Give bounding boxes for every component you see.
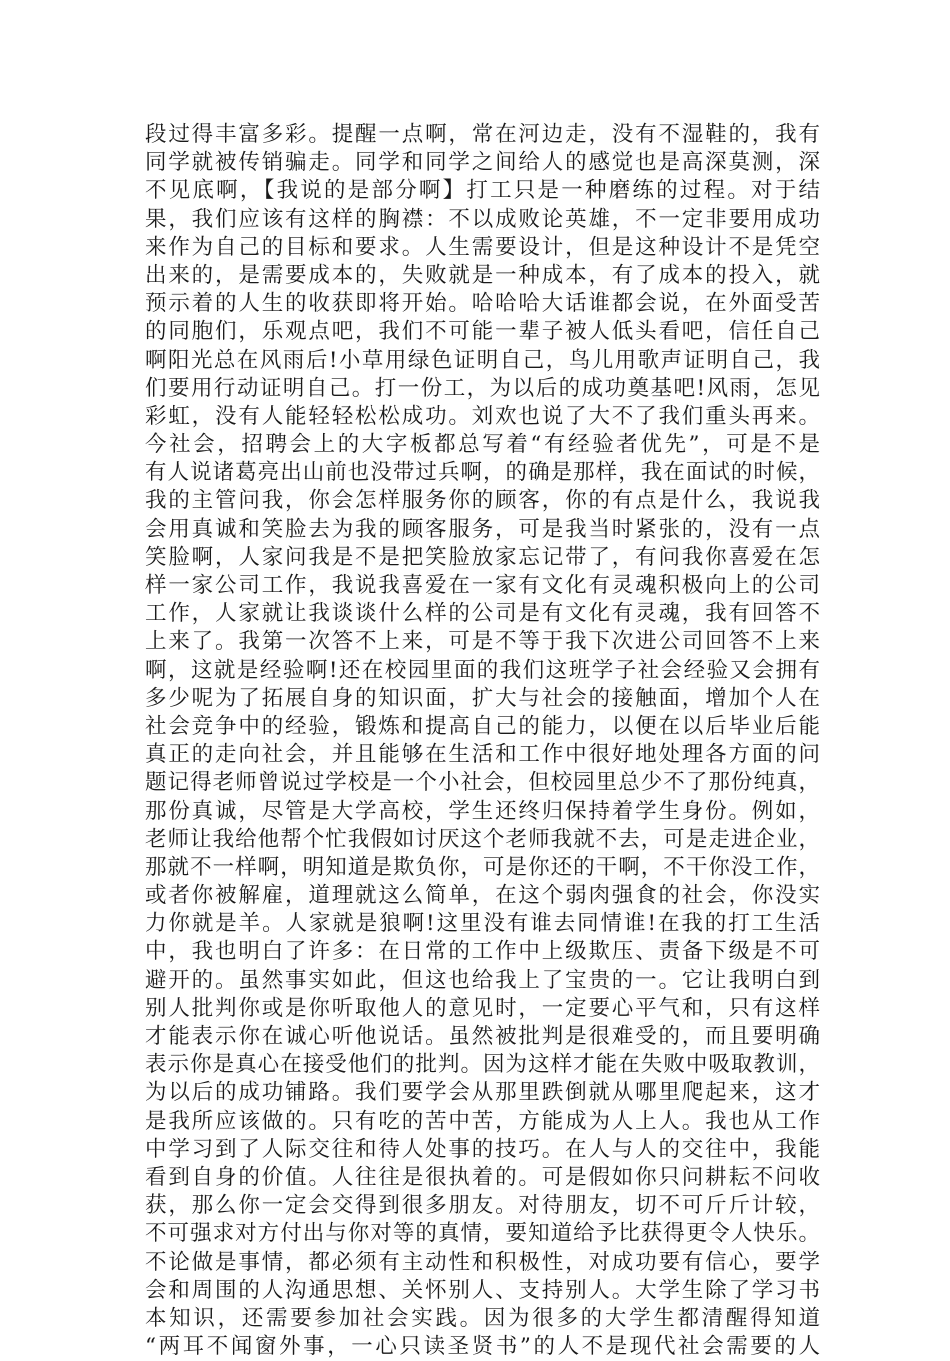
text-line: 来作为自己的目标和要求。人生需要设计，但是这种设计不是凭空: [145, 234, 820, 260]
text-line: 看到自身的价值。人往往是很执着的。可是假如你只问耕耘不问收: [145, 1164, 820, 1190]
text-line: 为以后的成功铺路。我们要学会从那里跌倒就从哪里爬起来，这才: [145, 1080, 820, 1106]
text-line: 或者你被解雇，道理就这么简单，在这个弱肉强食的社会，你没实: [145, 883, 820, 909]
text-line: 段过得丰富多彩。提醒一点啊，常在河边走，没有不湿鞋的，我有: [145, 122, 820, 147]
text-line: 彩虹，没有人能轻轻松松成功。刘欢也说了大不了我们重头再来。: [145, 403, 820, 429]
text-line: 避开的。虽然事实如此，但这也给我上了宝贵的一。它让我明白到: [145, 967, 820, 993]
text-line: 工作，人家就让我谈谈什么样的公司是有文化有灵魂，我有回答不: [145, 601, 820, 627]
text-line: 表示你是真心在接受他们的批判。因为这样才能在失败中吸取教训，: [145, 1052, 820, 1078]
text-line: 样一家公司工作，我说我喜爱在一家有文化有灵魂积极向上的公司: [145, 573, 820, 598]
text-line: 出来的，是需要成本的，失败就是一种成本，有了成本的投入，就: [145, 262, 820, 288]
text-line: 果，我们应该有这样的胸襟：不以成败论英雄，不一定非要用成功: [145, 206, 820, 232]
text-line: 同学就被传销骗走。同学和同学之间给人的感觉也是高深莫测，深: [145, 150, 820, 176]
text-line: 有人说诸葛亮出山前也没带过兵啊，的确是那样，我在面试的时候，: [145, 460, 820, 486]
text-line: 会和周围的人沟通思想、关怀别人、支持别人。大学生除了学习书: [145, 1277, 820, 1303]
text-line: 中，我也明白了许多：在日常的工作中上级欺压、责备下级是不可: [145, 939, 820, 965]
text-line: 别人批判你或是你听取他人的意见时，一定要心平气和，只有这样: [145, 995, 820, 1021]
text-line: 不可强求对方付出与你对等的真情，要知道给予比获得更令人快乐。: [145, 1221, 820, 1247]
text-line: “两耳不闻窗外事，一心只读圣贤书”的人不是现代社会需要的人: [145, 1334, 820, 1360]
text-line: 会用真诚和笑脸去为我的顾客服务，可是我当时紧张的，没有一点: [145, 516, 820, 542]
text-line: 我的主管问我，你会怎样服务你的顾客，你的有点是什么，我说我: [145, 488, 820, 514]
text-line: 中学习到了人际交往和待人处事的技巧。在人与人的交往中，我能: [145, 1136, 820, 1162]
text-line: 啊阳光总在风雨后!小草用绿色证明自己，鸟儿用歌声证明自己，我: [145, 347, 820, 373]
text-line: 的同胞们，乐观点吧，我们不可能一辈子被人低头看吧，信任自己: [145, 319, 820, 345]
text-line: 预示着的人生的收获即将开始。哈哈哈大话谁都会说，在外面受苦: [145, 291, 820, 317]
text-line: 是我所应该做的。只有吃的苦中苦，方能成为人上人。我也从工作: [145, 1108, 820, 1134]
text-line: 上来了。我第一次答不上来，可是不等于我下次进公司回答不上来: [145, 629, 820, 655]
text-line: 本知识，还需要参加社会实践。因为很多的大学生都清醒得知道: [145, 1305, 820, 1331]
text-line: 笑脸啊，人家问我是不是把笑脸放家忘记带了，有问我你喜爱在怎: [145, 544, 820, 570]
text-line: 那就不一样啊，明知道是欺负你，可是你还的干啊，不干你没工作，: [145, 854, 820, 880]
text-line: 才能表示你在诚心听他说话。虽然被批判是很难受的，而且要明确: [145, 1024, 820, 1049]
body-text: [145, 121, 820, 1361]
text-line: 多少呢为了拓展自身的知识面，扩大与社会的接触面，增加个人在: [145, 685, 820, 711]
text-line: 题记得老师曾说过学校是一个小社会，但校园里总少不了那份纯真，: [145, 770, 820, 796]
text-line: 啊，这就是经验啊!还在校园里面的我们这班学子社会经验又会拥有: [145, 657, 820, 683]
text-line: 们要用行动证明自己。打一份工，为以后的成功奠基吧!风雨，怎见: [145, 375, 820, 401]
text-line: 不论做是事情，都必须有主动性和积极性，对成功要有信心，要学: [145, 1249, 820, 1275]
text-line: 老师让我给他帮个忙我假如讨厌这个老师我就不去，可是走进企业，: [145, 826, 820, 852]
text-line: 今社会，招聘会上的大字板都总写着“有经验者优先”，可是不是: [145, 432, 820, 458]
text-line: 那份真诚，尽管是大学高校，学生还终归保持着学生身份。例如，: [145, 798, 820, 824]
text-line: 获，那么你一定会交得到很多朋友。对待朋友，切不可斤斤计较，: [145, 1193, 820, 1219]
text-line: 真正的走向社会，并且能够在生活和工作中很好地处理各方面的问: [145, 742, 820, 768]
text-line: 力你就是羊。人家就是狼啊!这里没有谁去同情谁!在我的打工生活: [145, 911, 820, 937]
text-line: 社会竞争中的经验，锻炼和提高自己的能力，以便在以后毕业后能: [145, 713, 820, 739]
text-line: 不见底啊，【我说的是部分啊】打工只是一种磨练的过程。对于结: [145, 178, 820, 204]
